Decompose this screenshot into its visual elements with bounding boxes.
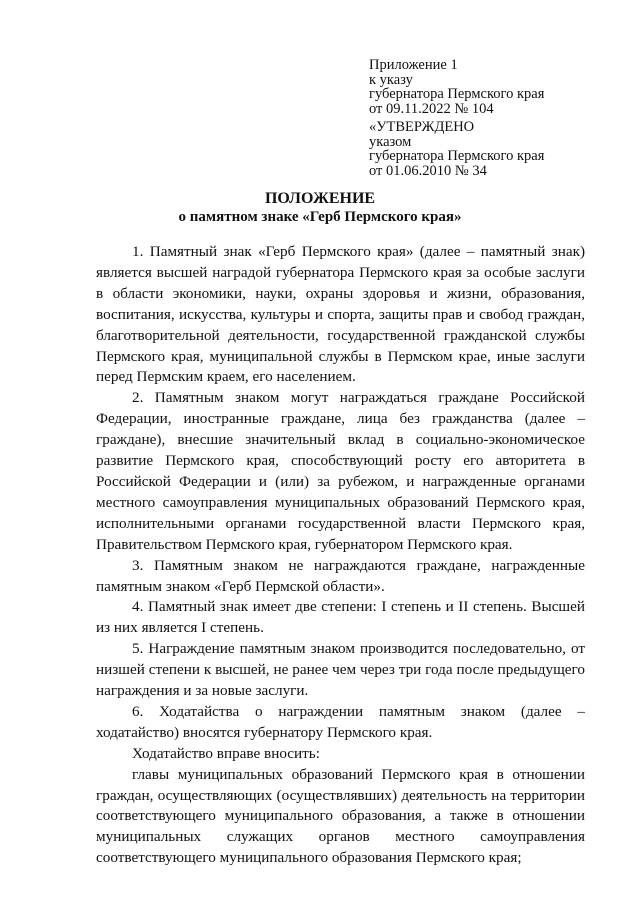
approved-line: «УТВЕРЖДЕНО <box>369 119 475 135</box>
approved-line: от 01.06.2010 № 34 <box>369 162 487 179</box>
approved-header <box>369 120 544 178</box>
paragraph: 1. Памятный знак «Герб Пермского края» (далее – памятный знак) является высшей наградой губернатора Пермского края за особые заслуги в области экономики, науки, охраны здоровья и жизни, образования, воспитания, искусства, культуры и спорта, защиты прав и свобод граждан, благотворительной деятельности, государственной гражданской службы Пермского края, муниципальной службы в Пермском крае, иные заслуги перед Пермским краем, его населением. <box>96 243 585 386</box>
paragraph: 3. Памятным знаком не награждаются граждане, награжденные памятным знаком «Герб Пермской области». <box>96 556 585 595</box>
appendix-line: от 09.11.2022 № 104 <box>369 100 494 117</box>
appendix-line: губернатора Пермского края <box>369 86 545 102</box>
approved-line: губернатора Пермского края <box>369 148 545 164</box>
document-subtitle: о памятном знаке «Герб Пермского края» <box>178 209 462 225</box>
approved-line: указом <box>369 133 412 150</box>
appendix-line: к указу <box>369 71 413 88</box>
paragraph: 6. Ходатайства о награждении памятным знаком (далее – ходатайство) вносятся губернатору Пермского края. <box>96 702 585 741</box>
paragraph: главы муниципальных образований Пермского края в отношении граждан, осуществляющих (осуществлявших) деятельность на территории соответствующего муниципального образования, а также в отношении муниципальных служащих органов местного самоуправления соответствующего муниципального образования Пермского края; <box>96 765 585 867</box>
document-title: ПОЛОЖЕНИЕ <box>264 190 376 207</box>
paragraph: 5. Награждение памятным знаком производится последовательно, от низшей степени к высшей, не ранее чем через три года после предыдущего награждения и за новые заслуги. <box>96 640 585 700</box>
appendix-line: Приложение 1 <box>369 57 458 73</box>
paragraph: 4. Памятный знак имеет две степени: I степень и II степень. Высшей из них является I степень. <box>96 598 585 637</box>
paragraph: 2. Памятным знаком могут награждаться граждане Российской Федерации, иностранные граждане, лица без гражданства (далее – граждане), внесшие значительный вклад в социально-экономическое развитие Пермского края, способствующий росту его авторитета в Российской Федерации и (или) за рубежом, и награжденные органами местного самоуправления муниципальных образований Пермского края, исполнительными органами государственной власти Пермского края, Правительством Пермского края, губернатором Пермского края. <box>96 389 585 553</box>
document-body <box>96 242 585 869</box>
paragraph: Ходатайство вправе вносить: <box>132 744 320 762</box>
appendix-header <box>369 58 544 116</box>
